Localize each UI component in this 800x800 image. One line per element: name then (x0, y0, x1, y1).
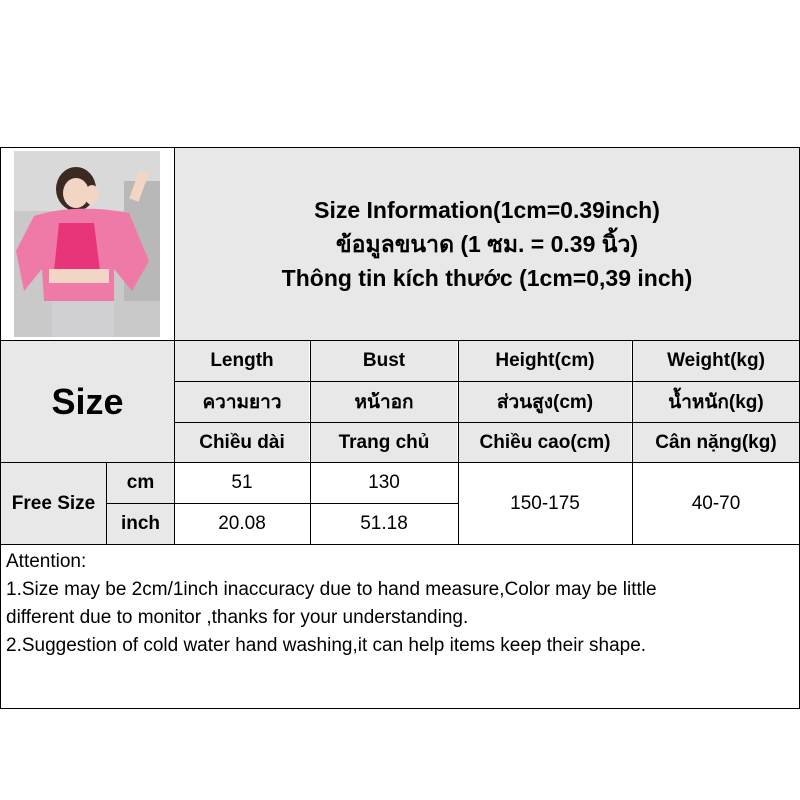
col-height-th: ส่วนสูง(cm) (459, 382, 631, 422)
col-length-th: ความยาว (175, 382, 309, 422)
unit-inch: inch (107, 504, 174, 544)
bust-cm: 130 (368, 472, 400, 493)
col-bust-en: Bust (311, 341, 457, 381)
length-inch: 20.08 (218, 513, 266, 534)
title-thai: ข้อมูลขนาด (1 ซม. = 0.39 นิ้ว) (335, 231, 639, 257)
product-photo-pink-cardigan-icon (14, 151, 160, 337)
free-size-cell (1, 463, 106, 544)
length-cm: 51 (231, 472, 253, 493)
attention-notes (6, 548, 792, 660)
col-length-en: Length (175, 341, 309, 381)
free-size-label: Free Size (11, 492, 96, 514)
attention-line-2: different due to monitor ,thanks for your understanding. (6, 607, 469, 628)
weight-range: 40-70 (691, 492, 741, 514)
size-header-cell (1, 341, 174, 462)
col-weight-vi: Cân nặng(kg) (633, 423, 799, 462)
col-height-en: Height(cm) (459, 341, 631, 381)
attention-line-3: 2.Suggestion of cold water hand washing,it can help items keep their shape. (6, 635, 647, 656)
attention-line-1: 1.Size may be 2cm/1inch inaccuracy due to hand measure,Color may be little (6, 579, 657, 600)
title-english: Size Information(1cm=0.39inch) (314, 197, 660, 223)
col-height-vi: Chiều cao(cm) (459, 423, 631, 462)
bust-inch: 51.18 (360, 513, 408, 534)
title-panel (175, 148, 799, 340)
col-bust-vi: Trang chủ (311, 423, 457, 462)
product-photo (14, 151, 160, 337)
title-vietnamese: Thông tin kích thước (1cm=0,39 inch) (281, 265, 693, 291)
attention-heading: Attention: (6, 551, 87, 572)
col-bust-th: หน้าอก (311, 382, 457, 422)
col-length-vi: Chiều dài (175, 423, 309, 462)
col-weight-th: น้ำหนัก(kg) (633, 382, 799, 422)
col-weight-en: Weight(kg) (633, 341, 799, 381)
unit-cm: cm (107, 463, 174, 503)
height-range: 150-175 (510, 492, 580, 514)
size-header-label: Size (51, 380, 124, 422)
